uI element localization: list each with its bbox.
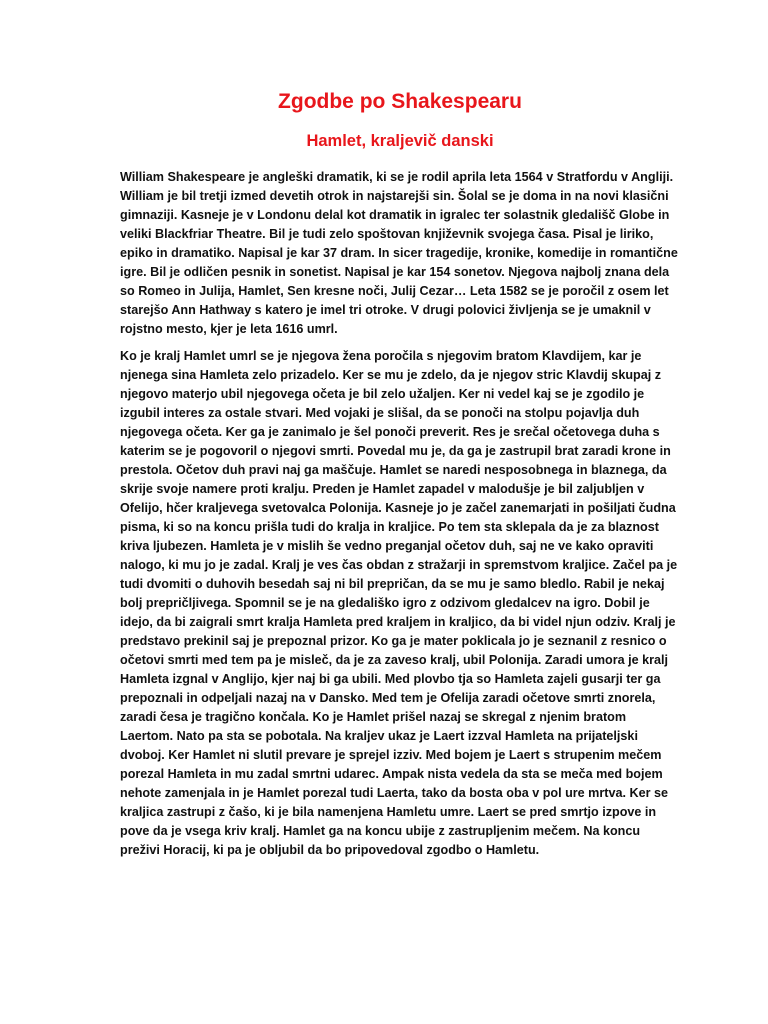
paragraph-story-summary: Ko je kralj Hamlet umrl se je njegova žena poročila s njegovim bratom Klavdijem, kar je njenega sina Hamleta zelo prizadelo. Ker se mu je zdelo, da je njegov stric Klavdij skupaj z njegovo materjo ubil njegovega očeta je bil zelo užaljen. Ker ni vedel kaj se je zgodilo je izgubil interes za ostale stvari. Med vojaki je slišal, da se ponoči na stolpu pojavlja duh njegovega očeta. Ker ga je zanimalo je šel ponoči preverit. Res je srečal očetovega duha s katerim se je pogovoril o njegovi smrti. Povedal mu je, da ga je zastrupil brat zaradi krone in prestola. Očetov duh pravi naj ga maščuje. Hamlet se naredi nesposobnega in blaznega, da skrije svoje namere proti kralju. Preden je Hamlet zapadel v malodušje je bil zaljubljen v Ofelijo, hčer kraljevega svetovalca Polonija. Kasneje jo je začel zanemarjati in pošiljati čudna pisma, ki so na koncu prišla tudi do kralja in kraljice. Po tem sta sklepala da je za blaznost kriva ljubezen. Hamleta je v mislih še vedno preganjal očetov duh, saj ne ve kako opraviti nalogo, ki mu jo je zadal. Kralj je ves čas obdan z stražarji in spremstvom kraljice. Začel pa je tudi dvomiti o duhovih besedah saj ni bil prepričan, da se mu je samo bledlo. Rabil je nekaj bolj prepričljivega. Spomnil se je na gledališko igro z odzivom gledalcev na igro. Dobil je idejo, da bi zaigrali smrt kralja Hamleta pred kraljem in kraljico, da bi videl njun odziv. Kralj je predstavo prekinil saj je prepoznal prizor. Ko ga je mater poklicala jo je seznanil z resnico o očetovi smrti med tem pa je misleč, da je za zaveso kralj, ubil Polonija. Zaradi umora je kralj Hamleta izgnal v Anglijo, kjer naj bi ga ubili. Med plovbo tja so Hamleta zajeli gusarji ter ga prepoznali in odpeljali nazaj na v Dansko. Med tem je Ofelija zaradi očetove smrti znorela, zaradi česa je tragično končala. Ko je Hamlet prišel nazaj se skregal z njenim bratom Laertom. Nato pa sta se pobotala. Na kraljev ukaz je Laert izzval Hamleta na prijateljski dvoboj. Ker Hamlet ni slutil prevare je sprejel izziv. Med bojem je Laert s strupenim mečem porezal Hamleta in mu zadal smrtni udarec. Ampak nista vedela da sta se meča med bojem nehote zamenjala in je Hamlet porezal tudi Laerta, tako da bosta oba v pol ure mrtva. Ker se kraljica zastrupi z čašo, ki je bila namenjena Hamletu umre. Laert se pred smrtjo izpove in pove da je vsega kriv kralj. Hamlet ga na koncu ubije z zastrupljenim mečem. Na koncu preživi Horacij, ki pa je obljubil da bo pripovedoval zgodbo o Hamletu. xyxy=(120,349,678,857)
document-subtitle: Hamlet, kraljevič danski xyxy=(306,132,494,150)
document-title: Zgodbe po Shakespearu xyxy=(278,90,522,113)
paragraph-author-bio: William Shakespeare je angleški dramatik, ki se je rodil aprila leta 1564 v Stratfordu v Angliji. William je bil tretji izmed devetih otrok in najstarejši sin. Šolal se je doma in na novi klasični gimnaziji. Kasneje je v Londonu delal kot dramatik in igralec ter solastnik gledališč Globe in veliki Blackfriar Theatre. Bil je tudi zelo spoštovan književnik svojega časa. Pisal je liriko, epiko in dramatiko. Napisal je kar 37 dram. In sicer tragedije, kronike, komedije in romantične igre. Bil je odličen pesnik in sonetist. Napisal je kar 154 sonetov. Njegova najbolj znana dela so Romeo in Julija, Hamlet, Sen kresne noči, Julij Cezar… Leta 1582 se je poročil z osem let starejšo Ann Hathway s katero je imel tri otroke. V drugi polovici življenja se je umaknil v rojstno mesto, kjer je leta 1616 umrl. xyxy=(120,170,678,336)
